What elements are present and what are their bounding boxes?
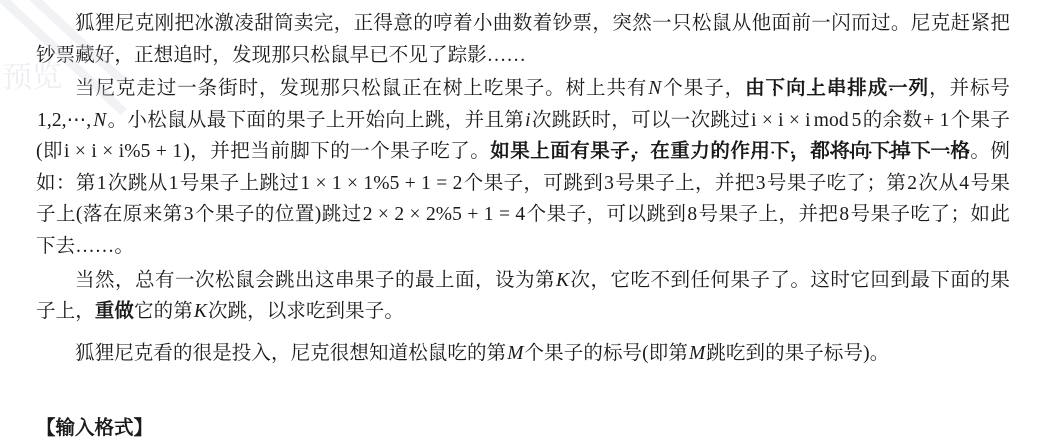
math-variable: i [525, 109, 531, 131]
math-number: 8 [687, 204, 698, 226]
math-number: 3 [755, 172, 766, 194]
bold-text: 重做 [94, 301, 135, 323]
math-variable: N [648, 78, 662, 100]
math-number: 4 [959, 172, 970, 194]
math-number: 5 [851, 109, 862, 131]
math-variable: M [507, 343, 524, 365]
math-operator: mod [813, 109, 849, 131]
math-variable: M [688, 343, 706, 365]
math-number: 3 [183, 204, 194, 226]
math-number: 8 [839, 204, 850, 226]
math-variable: K [555, 269, 570, 291]
document-body [36, 8, 1010, 370]
math-number: 2 [907, 172, 918, 194]
math-number: i × i × i [751, 109, 811, 131]
math-number: 1 [168, 172, 179, 194]
math-number: + 1 [923, 109, 950, 131]
math-number: 3 [604, 172, 615, 194]
paragraph-p2: 当尼克走过一条街时，发现那只松鼠正在树上吃果子。树上共有N个果子，由下向上串排成一列，并标号1,2,⋯, N。小松鼠从最下面的果子上开始向上跳，并且第i次跳跃时，可以一次跳过i × i × i mod 5的余数+ 1个果子(即i × i × i%5 + 1)，并把当前脚下的一个果子吃了。如果上面有果子，在重力的作用下，都将向下掉下一格。例如：第1次跳从1号果子上跳过1 × 1 × 1%5 + 1 = 2个果子，可跳到3号果子上，并把3号果子吃了；第2次从4号果子上(落在原来第3个果子的位置)跳过2 × 2 × 2%5 + 1 = 4个果子，可以跳到8号果子上，并把8号果子吃了；如此下去……。 [36, 78, 1010, 257]
emphasis-dotted: 由下向上串排成一列 [745, 78, 930, 100]
math-number: 1,2,⋯, [37, 109, 92, 131]
watermark-text: 预览 [1, 59, 63, 96]
emphasis-dotted: 如果上面有果子，在重力的作用下，都将向下掉下一格 [490, 141, 971, 163]
paragraph-p1: 狐狸尼克刚把冰激凌甜筒卖完，正得意的哼着小曲数着钞票，突然一只松鼠从他面前一闪而过。尼克赶紧把钞票藏好，正想追时，发现那只松鼠早已不见了踪影…… [36, 13, 1010, 66]
math-number: i × i × i%5 + 1 [64, 141, 183, 163]
math-number: 1 [96, 172, 107, 194]
math-variable: N [93, 109, 107, 131]
cut-off-heading: 【输入格式】 [36, 418, 154, 439]
math-number: 1 × 1 × 1%5 + 1 = 2 [300, 172, 463, 194]
math-variable: K [193, 301, 207, 323]
paragraph-p3: 当然，总有一次松鼠会跳出这串果子的最上面，设为第K次，它吃不到任何果子了。这时它回到最下面的果子上，重做它的第K次跳，以求吃到果子。 [36, 269, 1011, 323]
paragraph-p4: 狐狸尼克看的很是投入，尼克很想知道松鼠吃的第M个果子的标号(即第M跳吃到的果子标号)。 [75, 343, 890, 365]
math-number: 2 × 2 × 2%5 + 1 = 4 [362, 204, 526, 226]
